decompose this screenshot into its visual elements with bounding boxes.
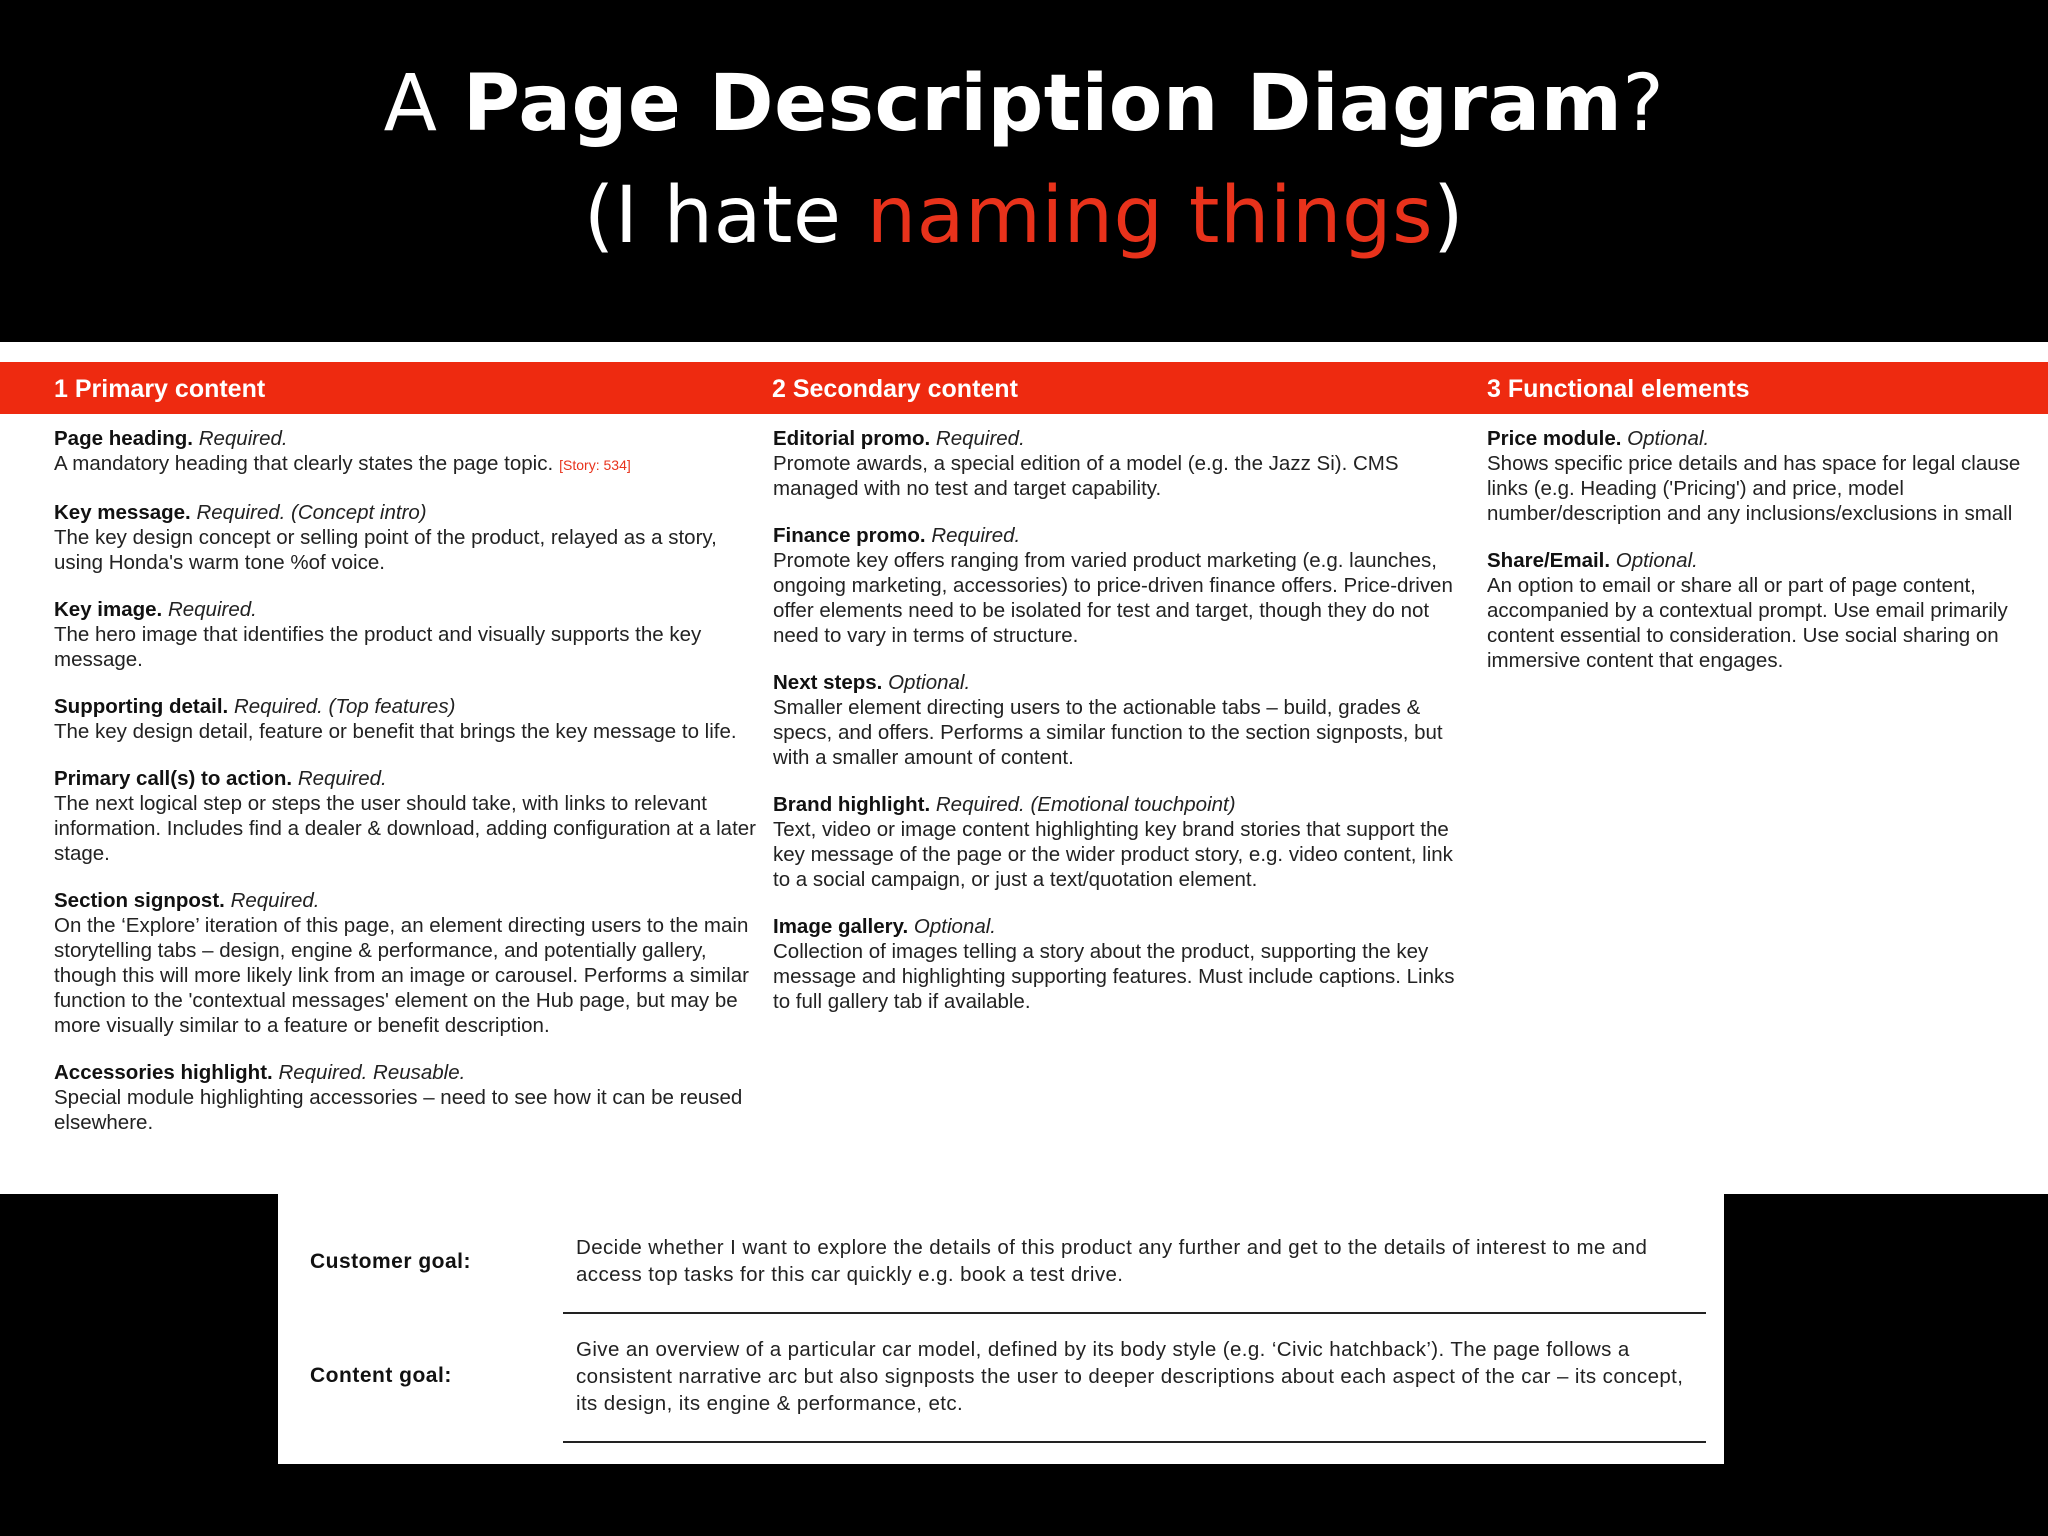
entry-name: Next steps.	[773, 671, 883, 694]
entry-name: Key image.	[54, 598, 163, 621]
title-prefix: A	[383, 59, 463, 149]
content-entry	[773, 426, 1473, 501]
entry-description: The next logical step or steps the user should take, with links to relevant information. Includes find a dealer & download, adding configuration at a later stage.	[54, 792, 757, 865]
customer-goal-text: Decide whether I want to explore the details of this product any further and get to the details of interest to me and access top tasks for this car quickly e.g. book a test drive.	[576, 1236, 1648, 1286]
content-entry	[773, 670, 1473, 770]
content-entry	[54, 597, 758, 672]
column-functional	[1487, 426, 2048, 695]
subtitle-open: (I hate	[583, 171, 867, 261]
entry-name: Key message.	[54, 501, 191, 524]
entry-description: Promote awards, a special edition of a model (e.g. the Jazz Si). CMS managed with no test and target capability.	[773, 452, 1399, 500]
entry-description: On the ‘Explore’ iteration of this page, an element directing users to the main storytelling tabs – design, engine & performance, and potentially gallery, though this will more likely link from an image or carousel. Performs a similar function to the 'contextual messages' element on the Hub page, but may be more visually similar to a feature or benefit description.	[54, 914, 749, 1037]
content-entry	[773, 792, 1473, 892]
column-primary	[54, 426, 758, 1157]
content-entry	[1487, 426, 2048, 526]
entry-requirement: Required. (Concept intro)	[196, 501, 427, 524]
entry-requirement: Optional.	[913, 915, 996, 938]
content-entry	[54, 888, 758, 1038]
story-tag: [Story: 534]	[559, 457, 631, 473]
entry-name: Share/Email.	[1487, 549, 1611, 572]
entry-description: Text, video or image content highlighting key brand stories that support the key message of the page or the wider product story, e.g. video content, link to a social campaign, or just a text/quotation element.	[773, 818, 1453, 891]
entry-requirement: Required.	[297, 767, 387, 790]
entry-requirement: Required.	[198, 427, 288, 450]
entry-name: Price module.	[1487, 427, 1622, 450]
entry-requirement: Required.	[931, 524, 1021, 547]
title-line-1	[0, 48, 2048, 160]
content-entry	[1487, 548, 2048, 673]
content-entry	[54, 694, 758, 744]
entry-requirement: Optional.	[1615, 549, 1698, 572]
entry-name: Finance promo.	[773, 524, 926, 547]
entry-name: Accessories highlight.	[54, 1061, 273, 1084]
column-heading-primary: 1 Primary content	[54, 375, 266, 403]
entry-name: Supporting detail.	[54, 695, 229, 718]
column-heading-functional: 3 Functional elements	[1487, 375, 1750, 403]
entry-description: Shows specific price details and has space for legal clause links (e.g. Heading ('Pricing') and price, model number/description and any inclusions/exclusions in small	[1487, 452, 2021, 525]
customer-goal-label: Customer goal:	[310, 1250, 472, 1273]
content-entry	[54, 766, 758, 866]
entry-description: Special module highlighting accessories – need to see how it can be reused elsewhere.	[54, 1086, 743, 1134]
goals-panel	[278, 1194, 1724, 1464]
content-goal-label: Content goal:	[310, 1364, 452, 1387]
content-goal-divider	[563, 1441, 1706, 1443]
entry-name: Editorial promo.	[773, 427, 931, 450]
title-bold: Page Description Diagram	[462, 59, 1623, 149]
entry-requirement: Required.	[230, 889, 320, 912]
content-entry	[54, 500, 758, 575]
content-goal-text: Give an overview of a particular car model, defined by its body style (e.g. ‘Civic hatchback’). The page follows a consistent narrative arc but also signposts the user to deeper descriptions about each aspect of the car – its concept, its design, its engine & performance, etc.	[576, 1338, 1684, 1415]
entry-name: Brand highlight.	[773, 793, 931, 816]
content-entry	[54, 1060, 758, 1135]
title-suffix: ?	[1622, 59, 1665, 149]
entry-description: Promote key offers ranging from varied product marketing (e.g. launches, ongoing marketing, accessories) to price-driven finance offers. Price-driven offer elements need to be isolated for test and target, though they do not need to vary in terms of structure.	[773, 549, 1453, 647]
entry-requirement: Required. (Top features)	[233, 695, 456, 718]
entry-requirement: Required. Reusable.	[278, 1061, 466, 1084]
entry-description: An option to email or share all or part of page content, accompanied by a contextual prompt. Use email primarily content essential to consideration. Use social sharing on immersive content that engages.	[1487, 574, 2008, 672]
title-line-2	[0, 160, 2048, 272]
entry-name: Section signpost.	[54, 889, 225, 912]
entry-name: Page heading.	[54, 427, 193, 450]
entry-requirement: Optional.	[1627, 427, 1710, 450]
content-entry	[773, 523, 1473, 648]
entry-name: Image gallery.	[773, 915, 909, 938]
entry-requirement: Required.	[167, 598, 257, 621]
entry-description: The hero image that identifies the product and visually supports the key message.	[54, 623, 702, 671]
entry-requirement: Optional.	[888, 671, 971, 694]
subtitle-close: )	[1433, 171, 1465, 261]
entry-description: Smaller element directing users to the actionable tabs – build, grades & specs, and offers. Performs a similar function to the section signposts, but with a smaller amount of content.	[773, 696, 1443, 769]
entry-description: The key design detail, feature or benefit that brings the key message to life.	[54, 720, 737, 743]
entry-requirement: Required.	[935, 427, 1025, 450]
content-entry	[773, 914, 1473, 1014]
column-heading-secondary: 2 Secondary content	[772, 375, 1018, 403]
subtitle-accent: naming things	[866, 171, 1434, 261]
entry-description: Collection of images telling a story about the product, supporting the key message and highlighting supporting features. Must include captions. Links to full gallery tab if available.	[773, 940, 1455, 1013]
content-entry	[54, 426, 758, 478]
column-secondary	[773, 426, 1473, 1036]
page-description-document	[0, 342, 2048, 1194]
entry-requirement: Required. (Emotional touchpoint)	[935, 793, 1236, 816]
entry-name: Primary call(s) to action.	[54, 767, 293, 790]
entry-description: A mandatory heading that clearly states the page topic.	[54, 452, 554, 475]
customer-goal-divider	[563, 1312, 1706, 1314]
entry-description: The key design concept or selling point of the product, relayed as a story, using Honda's warm tone %of voice.	[54, 526, 717, 574]
slide-title	[0, 48, 2048, 272]
